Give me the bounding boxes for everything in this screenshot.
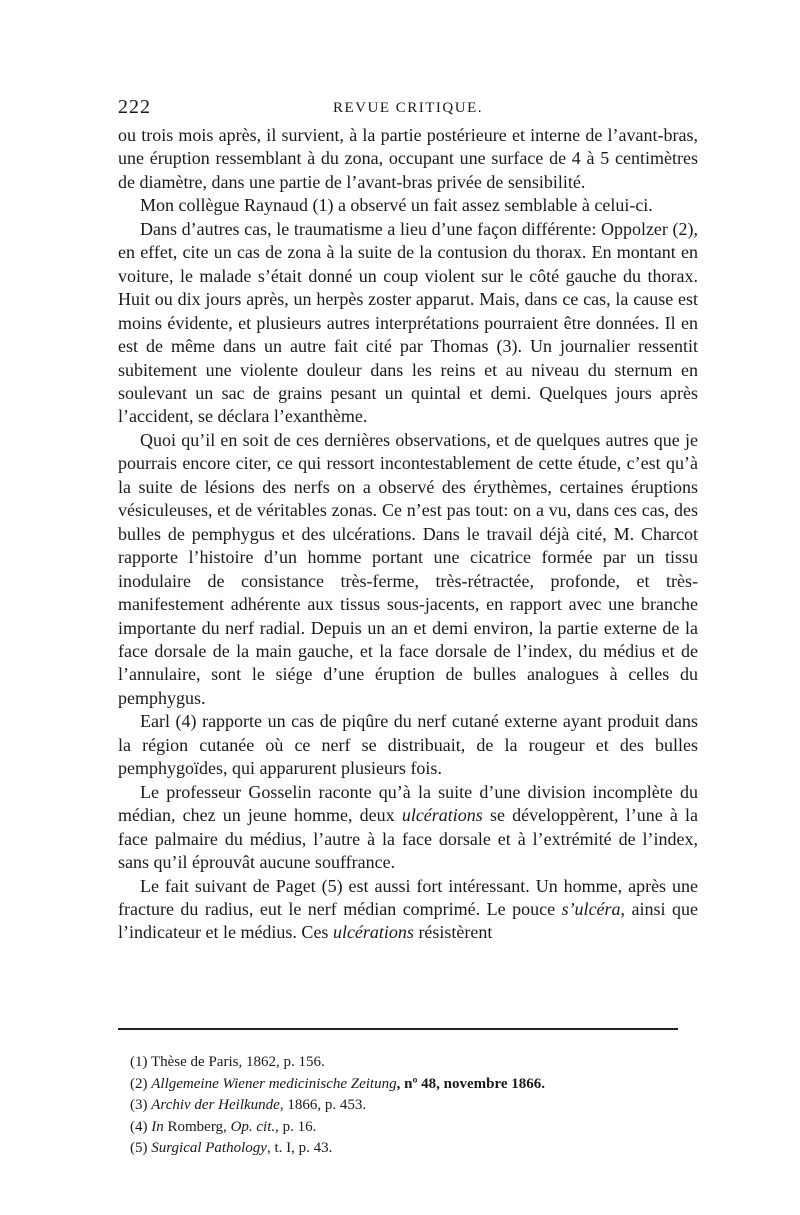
- footnote-rest: , nº 48, novembre 1866.: [396, 1075, 546, 1092]
- paragraph-7-text-c: résistèrent: [413, 922, 493, 943]
- page-header: [118, 96, 698, 122]
- footnote-text: Thèse de Paris, 1862, p. 156.: [150, 1054, 325, 1070]
- footnote-title: Allgemeine Wiener medicinische Zeitung: [151, 1075, 397, 1092]
- footnote-number: (4): [130, 1118, 148, 1135]
- paragraph-7-emphasis-1: s’ulcéra: [561, 898, 621, 919]
- paragraph-3: Dans d’autres cas, le traumatisme a lieu d’une façon différente: Oppolzer (2), en effet, cite un cas de zona à la suite de la contusion du thorax. En montant en voiture, le malade s’était donné un coup violent sur le côté gauche du thorax. Huit ou dix jours après, un herpès zoster apparut. Mais, dans ce cas, la cause est moins évidente, et plusieurs autres interprétations pourraient être données. Il en est de même dans un autre fait cité par Thomas (3). Un journalier ressentit subitement une violente douleur dans les reins et au niveau du sternum en soulevant un sac de grains pesant un quintal et demi. Quelques jours après l’accident, se déclara l’exanthème.: [118, 218, 698, 427]
- paragraph-4: Quoi qu’il en soit de ces dernières observations, et de quelques autres que je pourrais encore citer, ce qui ressort incontestablement de cette étude, c’est qu’à la suite de lésions des nerfs on a observé des érythèmes, certaines éruptions vésiculeuses, et de véritables zonas. Ce n’est pas tout: on a vu, dans ces cas, des bulles de pemphygus et des ulcérations. Dans le travail déjà cité, M. Charcot rapporte l’histoire d’un homme portant une cicatrice formée par un tissu inodulaire de consistance très-ferme, très-rétractée, profonde, et très-manifestement adhérente aux tissus sous-jacents, en rapport avec une branche importante du nerf radial. Depuis un an et demi environ, la partie externe de la face dorsale de la main gauche, et la face dorsale de l’index, du médius et de l’annulaire, sont le siége d’une éruption de bulles analogues à celles du pemphygus.: [118, 429, 698, 708]
- paragraph-7: [118, 875, 698, 945]
- paragraph-6-emphasis: ulcérations: [401, 805, 483, 826]
- footnote-number: (5): [130, 1140, 148, 1156]
- footnote-number: (2): [130, 1075, 148, 1092]
- paragraph-7-text-b: , ainsi que l’indicateur et le médius. Ces: [118, 898, 698, 943]
- paragraph-6: [118, 781, 698, 875]
- paragraph-2: Mon collègue Raynaud (1) a observé un fait assez semblable à celui-ci.: [140, 195, 653, 216]
- paragraph-5: Earl (4) rapporte un cas de piqûre du nerf cutané externe ayant produit dans la région cutanée où ce nerf se distribuait, de la rougeur et des bulles pemphygoïdes, qui apparurent plusieurs fois.: [118, 711, 698, 779]
- footnote-1: [130, 1052, 690, 1074]
- running-head: REVUE CRITIQUE.: [333, 100, 483, 116]
- footnotes: [130, 1052, 690, 1160]
- footnote-rest: , 1866, p. 453.: [279, 1097, 367, 1113]
- footnote-number: (1): [130, 1054, 148, 1070]
- footnote-5: [130, 1138, 690, 1160]
- paragraph-6-text-a: Le professeur Gosselin raconte qu’à la suite d’une division incomplète du médian, chez un jeune homme, deux: [118, 781, 698, 826]
- paragraph-6-text-b: se développèrent, l’une à la face palmaire du médius, l’autre à la face dorsale et à l’extrémité de l’index, sans qu’il éprouvât aucune souffrance.: [118, 805, 698, 873]
- body-text: [118, 124, 698, 945]
- footnote-rest: , p. 16.: [275, 1118, 317, 1135]
- footnote-rest: , t. I, p. 43.: [266, 1140, 333, 1156]
- page-number: 222: [118, 96, 151, 118]
- footnote-4: [130, 1117, 690, 1139]
- footnote-divider: [118, 1028, 678, 1030]
- paragraph-7-text-a: Le fait suivant de Paget (5) est aussi fort intéressant. Un homme, après une fracture du radius, eut le nerf médian comprimé. Le pouce: [118, 875, 698, 919]
- footnote-3: [130, 1095, 690, 1117]
- footnote-2: [130, 1074, 690, 1096]
- footnote-title: Op. cit.: [230, 1118, 276, 1135]
- footnote-plain: Romberg,: [167, 1118, 231, 1135]
- footnote-prefix: In: [151, 1118, 168, 1135]
- footnote-title: Archiv der Heilkunde: [151, 1097, 280, 1113]
- footnote-number: (3): [130, 1097, 148, 1113]
- footnote-title: Surgical Pathology: [151, 1140, 267, 1156]
- paragraph-7-emphasis-2: ulcérations: [332, 922, 414, 943]
- paragraph-1: ou trois mois après, il survient, à la partie postérieure et interne de l’avant-bras, une éruption ressemblant à du zona, occupant une surface de 4 à 5 centimètres de diamètre, dans une partie de l’avant-bras privée de sensibilité.: [118, 125, 698, 192]
